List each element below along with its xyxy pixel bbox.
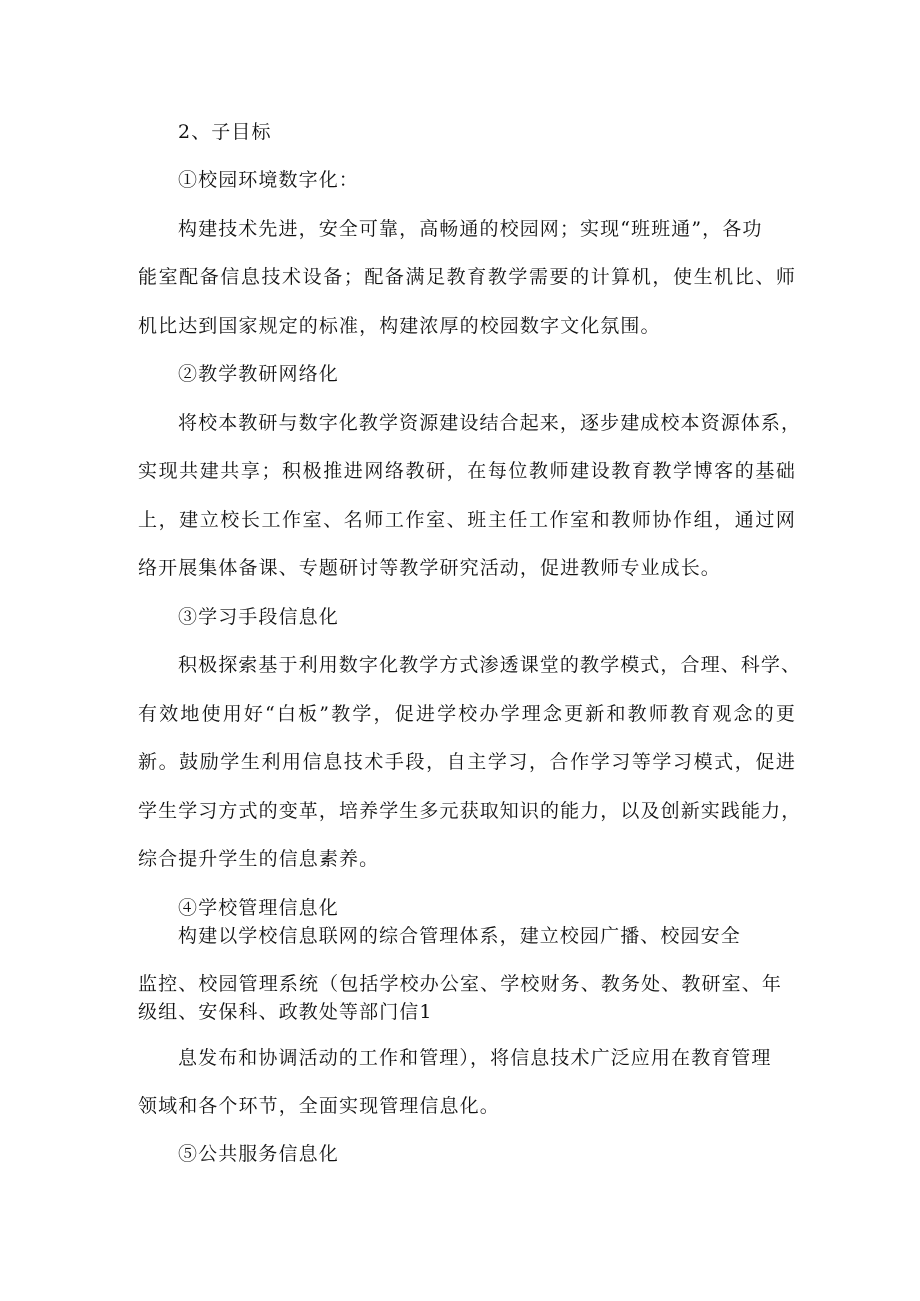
section-2-title: ②教学教研网络化 (178, 363, 339, 385)
section-3-line-4: 学生学习方式的变革，培养学生多元获取知识的能力，以及创新实践能力， (138, 800, 802, 822)
section-3-title: ③学习手段信息化 (178, 606, 339, 628)
sub-goal-heading: 2、子目标 (178, 121, 272, 143)
section-1-line-3: 机比达到国家规定的标准，构建浓厚的校园数字文化氛围。 (138, 315, 661, 337)
section-3-line-2: 有效地使用好“白板”教学，促进学校办学理念更新和教师教育观念的更 (138, 703, 796, 725)
section-5-title: ⑤公共服务信息化 (178, 1143, 339, 1165)
section-2-line-3: 上，建立校长工作室、名师工作室、班主任工作室和教师协作组，通过网 (138, 509, 796, 531)
section-4-line-4: 息发布和协调活动的工作和管理），将信息技术广泛应用在教育管理 (178, 1047, 772, 1069)
section-2-line-2: 实现共建共享；积极推进网络教研，在每位教师建设教育教学博客的基础 (138, 460, 796, 482)
section-4-line-2: 监控、校园管理系统（包括学校办公室、学校财务、教务处、教研室、年 (138, 973, 782, 995)
section-3-line-1: 积极探索基于利用数字化教学方式渗透课堂的教学模式，合理、科学、 (178, 654, 802, 676)
section-3-line-3: 新。鼓励学生利用信息技术手段，自主学习，合作学习等学习模式，促进 (138, 751, 796, 773)
section-1-title: ①校园环境数字化： (178, 169, 359, 191)
section-2-line-1: 将校本教研与数字化教学资源建设结合起来，逐步建成校本资源体系， (178, 412, 802, 434)
section-4-line-5: 领域和各个环节，全面实现管理信息化。 (138, 1095, 500, 1117)
section-2-line-4: 络开展集体备课、专题研讨等教学研究活动，促进教师专业成长。 (138, 557, 721, 579)
section-4-line-3: 级组、安保科、政教处等部门信1 (138, 1001, 433, 1023)
section-4-title: ④学校管理信息化 (178, 897, 339, 919)
section-1-line-1: 构建技术先进，安全可靠，高畅通的校园网；实现“班班通”，各功 (178, 218, 763, 240)
section-3-line-5: 综合提升学生的信息素养。 (138, 848, 380, 870)
section-4-line-1: 构建以学校信息联网的综合管理体系，建立校园广播、校园安全 (178, 925, 741, 947)
section-1-line-2: 能室配备信息技术设备；配备满足教育教学需要的计算机，使生机比、师 (138, 266, 796, 288)
